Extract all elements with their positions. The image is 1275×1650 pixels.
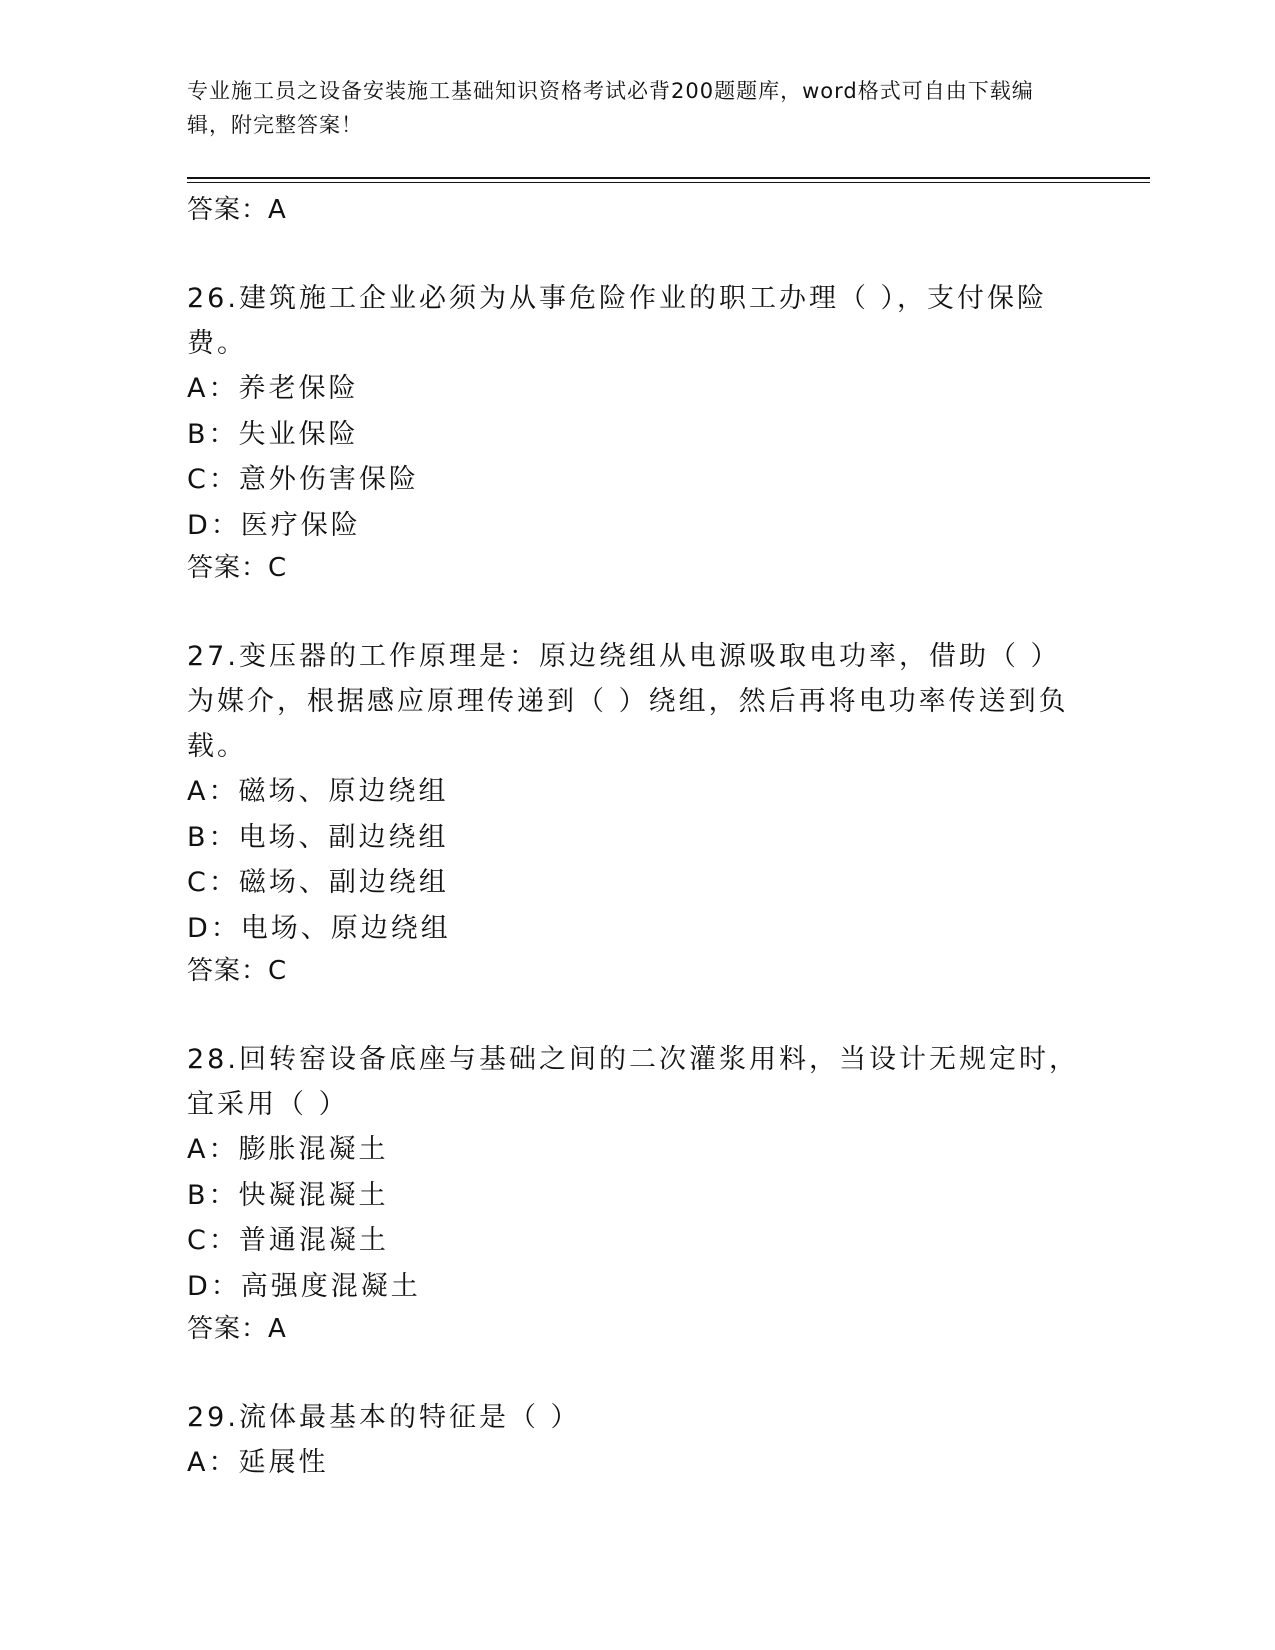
- option-a: A：养老保险: [187, 373, 359, 404]
- question-text: 27.变压器的工作原理是：原边绕组从电源吸取电功率，借助（ ）为媒介，根据感应原理传递到（ ）绕组，然后再将电功率传送到负载。: [187, 641, 1069, 762]
- spacer: [187, 230, 1087, 276]
- option-a: A：延展性: [187, 1447, 329, 1478]
- option-b: B：失业保险: [187, 418, 359, 450]
- document-header: [187, 74, 1067, 142]
- spacer: [187, 1349, 1087, 1395]
- spacer: [187, 991, 1087, 1037]
- question-block-29: [187, 1395, 1087, 1486]
- answer-line: 答案：C: [187, 553, 288, 583]
- question-block-26: [187, 276, 1087, 588]
- option-a: A：膨胀混凝土: [187, 1134, 389, 1165]
- option-c: C：磁场、副边绕组: [187, 867, 449, 898]
- option-c: C：意外伤害保险: [187, 464, 419, 495]
- document-body: [187, 190, 1087, 1486]
- option-b: B：电场、副边绕组: [187, 821, 449, 853]
- header-text: 专业施工员之设备安装施工基础知识资格考试必背200题题库，word格式可自由下载编辑，附完整答案！: [187, 79, 1034, 137]
- header-divider-thick: [187, 177, 1150, 179]
- question-text: 26.建筑施工企业必须为从事危险作业的职工办理（ ），支付保险费。: [187, 283, 1048, 359]
- question-text: 28.回转窑设备底座与基础之间的二次灌浆用料，当设计无规定时，宜采用（ ）: [187, 1044, 1079, 1120]
- header-divider-thin: [187, 182, 1150, 183]
- option-d: D：高强度混凝土: [187, 1270, 421, 1302]
- option-a: A：磁场、原边绕组: [187, 776, 449, 807]
- option-d: D：电场、原边绕组: [187, 912, 451, 944]
- answer-line: 答案：C: [187, 956, 288, 986]
- question-text: 29.流体最基本的特征是（ ）: [187, 1402, 581, 1433]
- answer-line: 答案：A: [187, 195, 287, 225]
- question-block-27: [187, 634, 1087, 991]
- option-c: C：普通混凝土: [187, 1225, 389, 1256]
- question-block-28: [187, 1037, 1087, 1349]
- option-b: B：快凝混凝土: [187, 1179, 389, 1211]
- option-d: D：医疗保险: [187, 509, 361, 541]
- answer-line: 答案：A: [187, 1314, 287, 1344]
- spacer: [187, 588, 1087, 634]
